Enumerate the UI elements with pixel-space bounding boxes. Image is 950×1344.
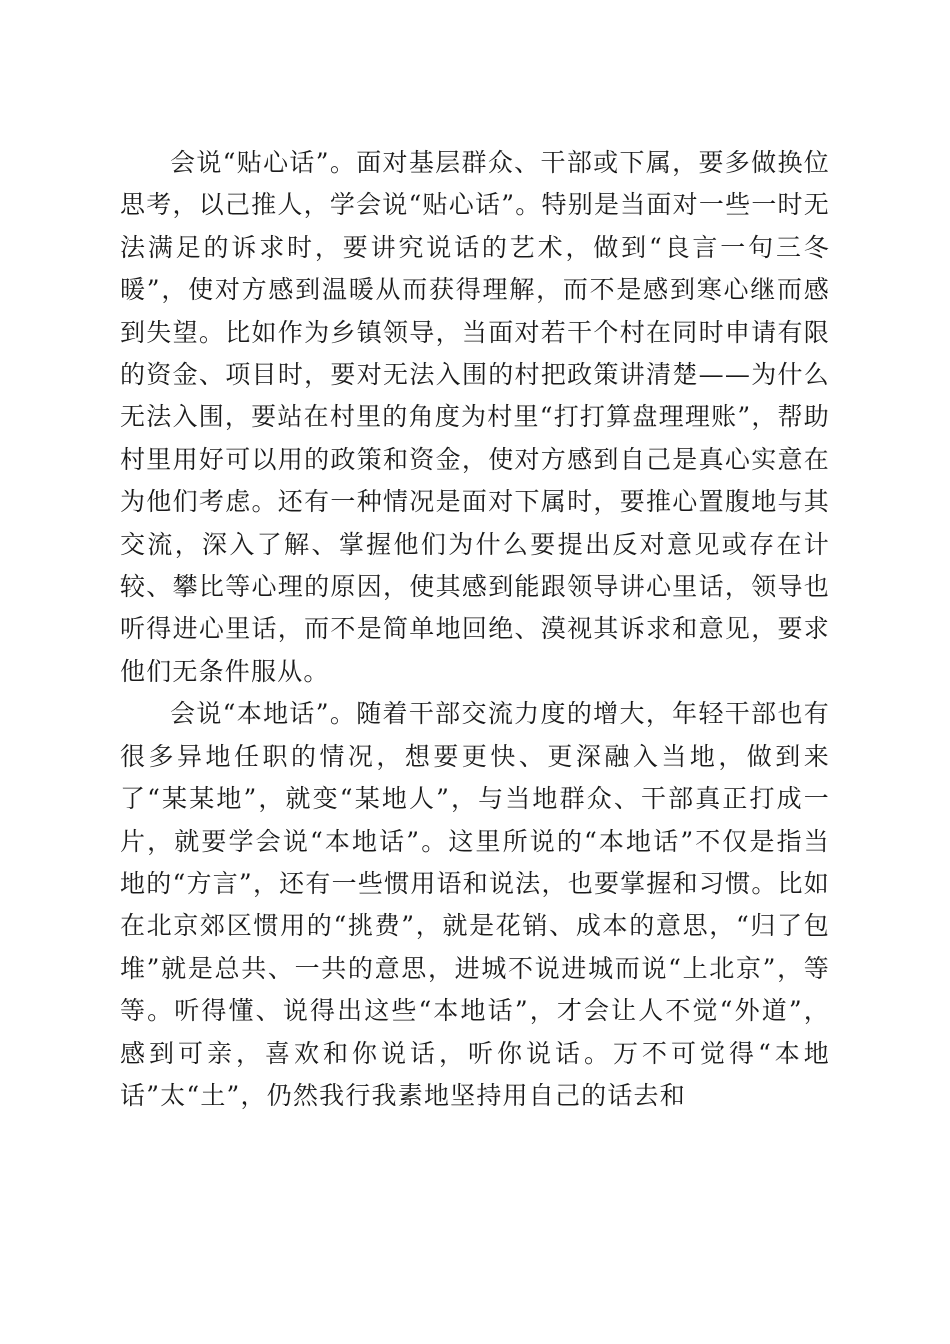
document-body bbox=[120, 142, 830, 1117]
paragraph-tiexinhua: 会说“贴心话”。面对基层群众、干部或下属，要多做换位思考，以己推人，学会说“贴心话”。特别是当面对一些一时无法满足的诉求时，要讲究说话的艺术，做到“良言一句三冬暖”，使对方感到温暖从而获得理解，而不是感到寒心继而感到失望。比如作为乡镇领导，当面对若干个村在同时申请有限的资金、项目时，要对无法入围的村把政策讲清楚——为什么无法入围，要站在村里的角度为村里“打打算盘理理账”，帮助村里用好可以用的政策和资金，使对方感到自己是真心实意在为他们考虑。还有一种情况是面对下属时，要推心置腹地与其交流，深入了解、掌握他们为什么要提出反对意见或存在计较、攀比等心理的原因，使其感到能跟领导讲心里话，领导也听得进心里话，而不是简单地回绝、漠视其诉求和意见，要求他们无条件服从。 bbox=[120, 148, 830, 686]
paragraph-bendihua: 会说“本地话”。随着干部交流力度的增大，年轻干部也有很多异地任职的情况，想要更快、更深融入当地，做到来了“某某地”，就变“某地人”，与当地群众、干部真正打成一片，就要学会说“本地话”。这里所说的“本地话”不仅是指当地的“方言”，还有一些惯用语和说法，也要掌握和习惯。比如在北京郊区惯用的“挑费”，就是花销、成本的意思，“归了包堆”就是总共、一共的意思，进城不说进城而说“上北京”，等等。听得懂、说得出这些“本地话”，才会让人不觉“外道”，感到可亲，喜欢和你说话，听你说话。万不可觉得“本地话”太“土”，仍然我行我素地坚持用自己的话去和 bbox=[120, 699, 830, 1110]
